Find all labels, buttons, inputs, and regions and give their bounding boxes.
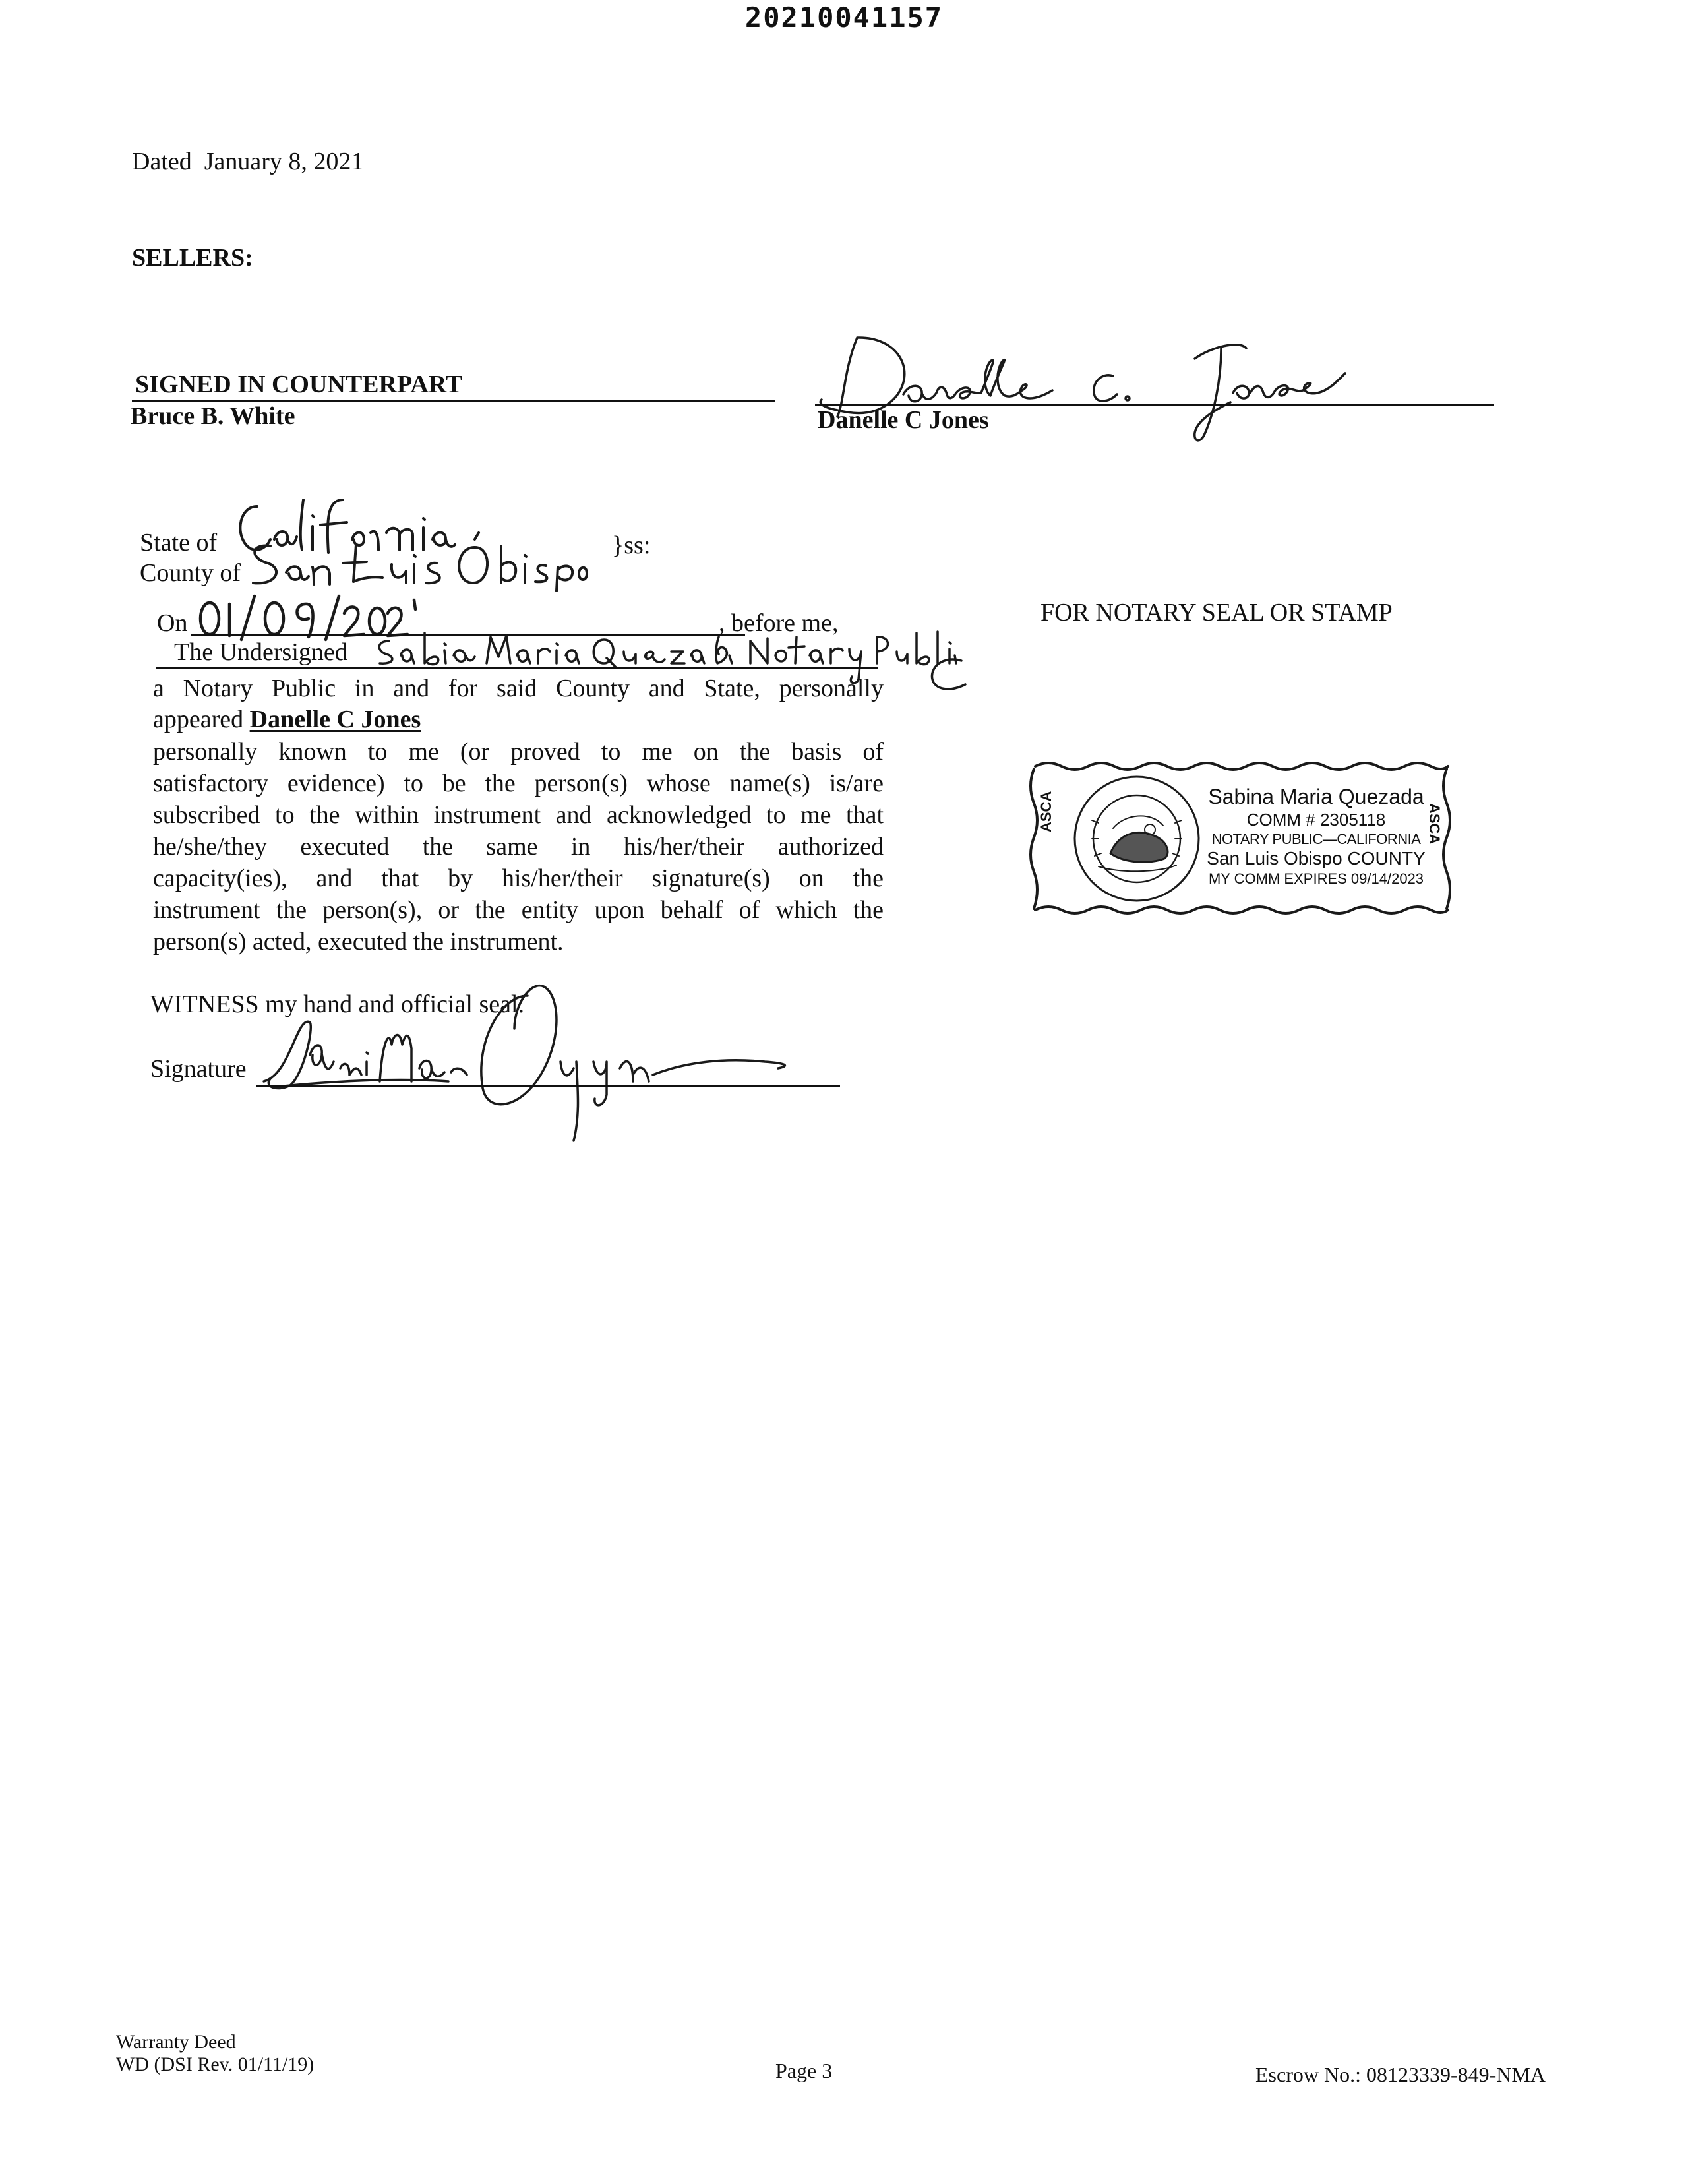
on-label: On: [157, 609, 188, 637]
county-handwritten: [244, 538, 587, 591]
county-label: County of: [140, 559, 241, 587]
notary-body-line-8: [153, 926, 884, 957]
stamp-expires: MY COMM EXPIRES 09/14/2023: [1208, 870, 1424, 887]
notary-body-text: person(s) acted, executed the instrument.: [153, 928, 564, 956]
notary-body-line-4: [153, 799, 884, 831]
notary-body-line-1: [153, 673, 884, 704]
notary-body-text: satisfactory evidence) to be the person(s) whose name(s) is/are: [153, 770, 884, 797]
footer-form-name: Warranty Deed: [116, 2031, 236, 2053]
appeared-label: appeared: [153, 706, 244, 733]
stamp-county: San Luis Obispo COUNTY: [1207, 848, 1426, 868]
state-seal-icon: [1072, 774, 1201, 903]
notary-body-line-7: [153, 894, 884, 926]
sellers-heading: SELLERS:: [132, 244, 253, 272]
footer-form-rev: WD (DSI Rev. 01/11/19): [116, 2053, 315, 2075]
state-ss: }ss:: [612, 531, 651, 559]
stamp-comm: COMM # 2305118: [1246, 810, 1386, 830]
appeared-line: [153, 704, 421, 735]
notary-body-line-5: [153, 831, 884, 863]
notary-body-text: capacity(ies), and that by his/her/their signature(s) on the: [153, 864, 884, 892]
notary-signature-line: [256, 1085, 840, 1087]
before-me: , before me,: [719, 609, 839, 637]
undersigned-label: The Undersigned: [174, 638, 347, 666]
undersigned-handwritten-c: [923, 653, 976, 699]
dated-line: [132, 146, 363, 177]
document-number: 20210041157: [744, 1, 944, 34]
dated-value: January 8, 2021: [204, 148, 364, 175]
signature-label: Signature: [150, 1055, 247, 1083]
witness-line: WITNESS my hand and official seal.: [150, 990, 525, 1018]
footer-escrow: Escrow No.: 08123339-849-NMA: [1255, 2063, 1546, 2086]
notary-body-line-3: [153, 768, 884, 799]
dated-label: Dated: [132, 148, 192, 175]
seal-box-label: FOR NOTARY SEAL OR STAMP: [1040, 599, 1393, 626]
state-label: State of: [140, 529, 218, 557]
appeared-name: Danelle C Jones: [249, 706, 421, 733]
seller1-counterpart-text: SIGNED IN COUNTERPART: [135, 371, 463, 398]
notary-body-text: personally known to me (or proved to me on the basis of: [153, 738, 884, 766]
seller1-name: Bruce B. White: [131, 402, 295, 430]
notary-signature: [251, 976, 844, 1147]
stamp-notary-state: NOTARY PUBLIC—CALIFORNIA: [1211, 831, 1421, 847]
footer-page: Page 3: [775, 2059, 833, 2082]
notary-body-line-6: [153, 863, 884, 894]
notary-body-line-2: [153, 736, 884, 768]
stamp-side-left: ASCA: [1038, 791, 1054, 832]
seller2-name: Danelle C Jones: [818, 406, 989, 434]
notary-stamp: [1026, 760, 1455, 918]
notary-body-text: a Notary Public in and for said County and State, personally: [153, 675, 884, 702]
undersigned-line: [156, 667, 878, 669]
stamp-side-right: ASCA: [1426, 803, 1443, 845]
notary-body-text: subscribed to the within instrument and acknowledged to me that: [153, 801, 884, 829]
notary-body-text: instrument the person(s), or the entity upon behalf of which the: [153, 896, 884, 924]
stamp-name: Sabina Maria Quezada: [1208, 785, 1424, 808]
notary-body-text: he/she/they executed the same in his/her/their authorized: [153, 833, 884, 861]
